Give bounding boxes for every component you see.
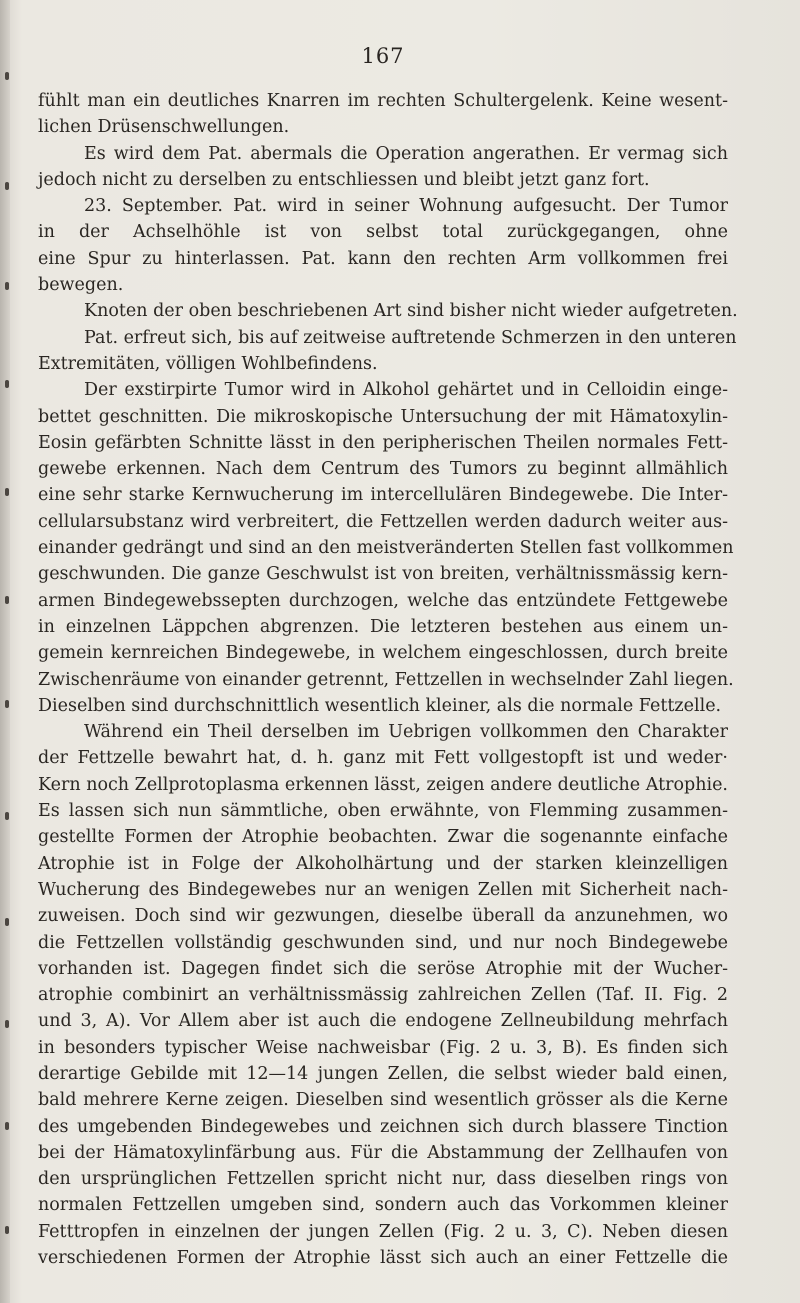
text-line: verschiedenen Formen der Atrophie lässt sich auch an einer Fettzelle die [38, 1248, 728, 1269]
text-line: Dieselben sind durchschnittlich wesentlich kleiner, als die normale Fettzelle. [38, 695, 722, 716]
text-line: vorhanden ist. Dagegen findet sich die seröse Atrophie mit der Wucher- [38, 958, 728, 979]
text-line: normalen Fettzellen umgeben sind, sondern auch das Vorkommen kleiner [38, 1195, 728, 1216]
text-line: derartige Gebilde mit 12—14 jungen Zellen, die selbst wieder bald einen, [38, 1063, 728, 1084]
text-line: in besonders typischer Weise nachweisbar (Fig. 2 u. 3, B). Es finden sich [38, 1037, 728, 1058]
text-line: Fetttropfen in einzelnen der jungen Zellen (Fig. 2 u. 3, C). Neben diesen [38, 1221, 728, 1242]
margin-mark [5, 700, 9, 708]
text-line: bald mehrere Kerne zeigen. Dieselben sind wesentlich grösser als die Kerne [38, 1090, 728, 1111]
text-line: Es lassen sich nun sämmtliche, oben erwähnte, von Flemming zusammen- [38, 801, 728, 822]
text-line: der Fettzelle bewahrt hat, d. h. ganz mit Fett vollgestopft ist und weder· [38, 748, 728, 769]
text-line: gestellte Formen der Atrophie beobachten. Zwar die sogenannte einfache [38, 827, 728, 848]
text-line: Extremitäten, völligen Wohlbefindens. [38, 353, 378, 374]
text-line: gemein kernreichen Bindegewebe, in welchem eingeschlossen, durch breite [38, 643, 728, 664]
margin-mark [5, 918, 9, 926]
text-line: 23. September. Pat. wird in seiner Wohnung aufgesucht. Der Tumor [84, 196, 728, 217]
text-line: Es wird dem Pat. abermals die Operation angerathen. Er vermag sich [84, 143, 728, 164]
margin-mark [5, 1226, 9, 1234]
text-line: Kern noch Zellprotoplasma erkennen lässt, zeigen andere deutliche Atrophie. [38, 774, 728, 795]
margin-mark [5, 488, 9, 496]
margin-mark [5, 182, 9, 190]
body-text [38, 88, 738, 1271]
text-line: Eosin gefärbten Schnitte lässt in den peripherischen Theilen normales Fett- [38, 432, 728, 453]
text-line: gewebe erkennen. Nach dem Centrum des Tumors zu beginnt allmählich [38, 459, 728, 480]
text-line: armen Bindegewebssepten durchzogen, welche das entzündete Fettgewebe [38, 590, 728, 611]
text-line: Pat. erfreut sich, bis auf zeitweise auftretende Schmerzen in den unteren [84, 327, 737, 348]
text-line: lichen Drüsenschwellungen. [38, 117, 290, 138]
text-line: Wucherung des Bindegewebes nur an wenigen Zellen mit Sicherheit nach- [38, 879, 728, 900]
text-line: fühlt man ein deutliches Knarren im rechten Schultergelenk. Keine wesent- [38, 91, 728, 111]
text-line: den ursprünglichen Fettzellen spricht nicht nur, dass dieselben rings von [38, 1169, 728, 1190]
text-line: in der Achselhöhle ist von selbst total zurückgegangen, ohne [38, 222, 728, 243]
margin-mark [5, 380, 9, 388]
text-line: des umgebenden Bindegewebes und zeichnen sich durch blassere Tinction [38, 1116, 728, 1137]
text-line: eine sehr starke Kernwucherung im intercellulären Bindegewebe. Die Inter- [38, 485, 728, 506]
text-line: bei der Hämatoxylinfärbung aus. Für die Abstammung der Zellhaufen von [38, 1142, 728, 1163]
text-line: in einzelnen Läppchen abgrenzen. Die letzteren bestehen aus einem un- [38, 616, 728, 637]
page-binding-edge [0, 0, 10, 1303]
text-line: jedoch nicht zu derselben zu entschliessen und bleibt jetzt ganz fort. [38, 169, 650, 190]
text-line: zuweisen. Doch sind wir gezwungen, dieselbe überall da anzunehmen, wo [38, 906, 728, 927]
margin-mark [5, 1020, 9, 1028]
page-number: 167 [361, 44, 405, 68]
text-line: cellularsubstanz wird verbreitert, die Fettzellen werden dadurch weiter aus- [38, 511, 728, 532]
margin-mark [5, 72, 9, 80]
margin-mark [5, 1122, 9, 1130]
margin-mark [5, 812, 9, 820]
text-line: Während ein Theil derselben im Uebrigen vollkommen den Charakter [84, 722, 728, 743]
text-line: und 3, A). Vor Allem aber ist auch die endogene Zellneubildung mehrfach [38, 1011, 728, 1032]
text-line: Knoten der oben beschriebenen Art sind bisher nicht wieder aufgetreten. [84, 301, 738, 322]
text-line: Zwischenräume von einander getrennt, Fettzellen in wechselnder Zahl liegen. [38, 669, 734, 690]
text-line: Atrophie ist in Folge der Alkoholhärtung und der starken kleinzelligen [38, 853, 728, 874]
margin-mark [5, 282, 9, 290]
text-line: einander gedrängt und sind an den meistveränderten Stellen fast vollkommen [38, 538, 734, 559]
text-line: atrophie combinirt an verhältnissmässig zahlreichen Zellen (Taf. II. Fig. 2 [38, 985, 728, 1006]
text-line: die Fettzellen vollständig geschwunden sind, und nur noch Bindegewebe [38, 932, 728, 953]
margin-mark [5, 596, 9, 604]
text-line: Der exstirpirte Tumor wird in Alkohol gehärtet und in Celloidin einge- [84, 380, 728, 401]
text-line: bewegen. [38, 275, 124, 296]
text-line: eine Spur zu hinterlassen. Pat. kann den rechten Arm vollkommen frei [38, 248, 728, 269]
text-line: geschwunden. Die ganze Geschwulst ist von breiten, verhältnissmässig kern- [38, 564, 728, 585]
text-line: bettet geschnitten. Die mikroskopische Untersuchung der mit Hämatoxylin- [38, 406, 728, 427]
